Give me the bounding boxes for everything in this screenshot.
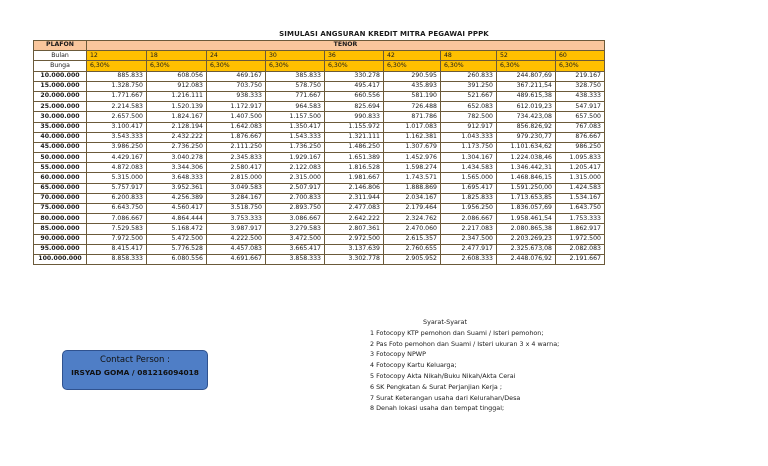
installment-cell: 2.128.194	[147, 122, 207, 132]
installment-cell: 1.743.571	[384, 173, 441, 183]
plafon-cell: 50.000.000	[34, 153, 87, 163]
interest-rate-cell: 6,30%	[147, 61, 207, 71]
installment-cell: 4.256.389	[147, 193, 207, 203]
plafon-cell: 70.000.000	[34, 193, 87, 203]
tenor-month-cell: 30	[266, 51, 325, 61]
installment-cell: 1.591.250,00	[497, 183, 556, 193]
installment-cell: 3.279.583	[266, 224, 325, 234]
tenor-month-cell: 52	[497, 51, 556, 61]
installment-cell: 1.816.528	[325, 163, 384, 173]
installment-cell: 1.543.333	[266, 132, 325, 142]
tenor-month-cell: 60	[556, 51, 605, 61]
installment-cell: 2.448.076,92	[497, 254, 556, 264]
installment-cell: 4.691.667	[207, 254, 266, 264]
installment-cell: 612.019,23	[497, 102, 556, 112]
installment-cell: 1.753.333	[556, 214, 605, 224]
plafon-cell: 10.000.000	[34, 71, 87, 81]
installment-cell: 1.452.976	[384, 153, 441, 163]
interest-rate-cell: 6,30%	[384, 61, 441, 71]
requirement-item: 4 Fotocopy Kartu Keluarga;	[370, 361, 457, 370]
table-row	[34, 91, 605, 101]
installment-cell: 2.477.083	[325, 204, 384, 214]
installment-cell: 1.350.417	[266, 122, 325, 132]
interest-rate-row	[34, 61, 605, 71]
installment-cell: 986.250	[556, 142, 605, 152]
installment-cell: 2.324.762	[384, 214, 441, 224]
installment-cell: 2.815.000	[207, 173, 266, 183]
plafon-cell: 85.000.000	[34, 224, 87, 234]
installment-cell: 3.952.361	[147, 183, 207, 193]
requirement-item: 5 Fotocopy Akta Nikah/Buku Nikah/Akta Cerai	[370, 371, 516, 380]
installment-cell: 260.833	[441, 71, 497, 81]
installment-cell: 5.472.500	[147, 234, 207, 244]
installment-cell: 2.325.673,08	[497, 244, 556, 254]
installment-cell: 871.786	[384, 112, 441, 122]
installment-cell: 1.205.417	[556, 163, 605, 173]
tenor-month-cell: 36	[325, 51, 384, 61]
installment-cell: 1.598.274	[384, 163, 441, 173]
installment-cell: 2.580.417	[207, 163, 266, 173]
installment-cell: 1.434.583	[441, 163, 497, 173]
installment-cell: 5.168.472	[147, 224, 207, 234]
installment-cell: 652.083	[441, 102, 497, 112]
installment-cell: 4.872.083	[87, 163, 147, 173]
installment-cell: 8.858.333	[87, 254, 147, 264]
installment-cell: 876.667	[556, 132, 605, 142]
installment-cell: 581.190	[384, 91, 441, 101]
installment-cell: 2.146.806	[325, 183, 384, 193]
installment-cell: 2.179.464	[384, 204, 441, 214]
installment-cell: 469.167	[207, 71, 266, 81]
installment-cell: 328.750	[556, 81, 605, 91]
installment-cell: 1.956.250	[441, 204, 497, 214]
installment-cell: 2.893.750	[266, 204, 325, 214]
table-row	[34, 142, 605, 152]
installment-cell: 2.736.250	[147, 142, 207, 152]
contact-person-box	[62, 350, 208, 390]
installment-cell: 3.858.333	[266, 254, 325, 264]
installment-cell: 1.981.667	[325, 173, 384, 183]
installment-cell: 825.694	[325, 102, 384, 112]
tenor-month-cell: 48	[441, 51, 497, 61]
interest-rate-cell: 6,30%	[441, 61, 497, 71]
installment-cell: 2.615.357	[384, 234, 441, 244]
installment-cell: 2.507.917	[266, 183, 325, 193]
table-row	[34, 183, 605, 193]
plafon-cell: 90.000.000	[34, 234, 87, 244]
installment-cell: 1.315.000	[556, 173, 605, 183]
installment-cell: 782.500	[441, 112, 497, 122]
installment-cell: 856.826,92	[497, 122, 556, 132]
installment-cell: 1.642.083	[207, 122, 266, 132]
tenor-month-cell: 24	[207, 51, 266, 61]
installment-cell: 1.876.667	[207, 132, 266, 142]
installment-cell: 1.307.679	[384, 142, 441, 152]
bulan-label: Bulan	[34, 51, 87, 61]
installment-cell: 495.417	[325, 81, 384, 91]
installment-cell: 2.082.083	[556, 244, 605, 254]
installment-cell: 1.157.500	[266, 112, 325, 122]
installment-cell: 3.344.306	[147, 163, 207, 173]
plafon-cell: 75.000.000	[34, 204, 87, 214]
installment-cell: 2.432.222	[147, 132, 207, 142]
requirement-item: 1 Fotocopy KTP pemohon dan Suami / Isteri pemohon;	[370, 328, 544, 337]
installment-cell: 1.929.167	[266, 153, 325, 163]
installment-cell: 489.615,38	[497, 91, 556, 101]
installment-cell: 1.155.972	[325, 122, 384, 132]
installment-cell: 3.040.278	[147, 153, 207, 163]
installment-cell: 3.986.250	[87, 142, 147, 152]
installment-cell: 8.415.417	[87, 244, 147, 254]
installment-cell: 1.565.000	[441, 173, 497, 183]
installment-cell: 912.083	[147, 81, 207, 91]
plafon-cell: 25.000.000	[34, 102, 87, 112]
table-row	[34, 234, 605, 244]
installment-cell: 367.211,54	[497, 81, 556, 91]
installment-cell: 6.643.750	[87, 204, 147, 214]
installment-cell: 521.667	[441, 91, 497, 101]
installment-cell: 4.560.417	[147, 204, 207, 214]
installment-cell: 1.224.038,46	[497, 153, 556, 163]
installment-cell: 1.862.917	[556, 224, 605, 234]
installment-cell: 1.017.083	[384, 122, 441, 132]
plafon-cell: 80.000.000	[34, 214, 87, 224]
installment-cell: 734.423,08	[497, 112, 556, 122]
installment-cell: 1.695.417	[441, 183, 497, 193]
installment-cell: 2.905.952	[384, 254, 441, 264]
plafon-cell: 45.000.000	[34, 142, 87, 152]
installment-cell: 2.191.667	[556, 254, 605, 264]
table-row	[34, 81, 605, 91]
installment-cell: 2.203.269,23	[497, 234, 556, 244]
installment-cell: 1.043.333	[441, 132, 497, 142]
header-row	[34, 41, 605, 51]
installment-cell: 1.520.139	[147, 102, 207, 112]
installment-cell: 3.284.167	[207, 193, 266, 203]
installment-cell: 1.468.846,15	[497, 173, 556, 183]
installment-cell: 2.347.500	[441, 234, 497, 244]
installment-cell: 435.893	[384, 81, 441, 91]
tenor-month-cell: 42	[384, 51, 441, 61]
installment-cell: 4.457.083	[207, 244, 266, 254]
installment-cell: 1.713.653,85	[497, 193, 556, 203]
table-row	[34, 163, 605, 173]
installment-cell: 578.750	[266, 81, 325, 91]
installment-cell: 1.736.250	[266, 142, 325, 152]
contact-label: Contact Person :	[100, 355, 170, 365]
installment-cell: 7.086.667	[87, 214, 147, 224]
installment-cell: 2.034.167	[384, 193, 441, 203]
installment-cell: 3.665.417	[266, 244, 325, 254]
table-row	[34, 193, 605, 203]
interest-rate-cell: 6,30%	[497, 61, 556, 71]
installment-cell: 2.807.361	[325, 224, 384, 234]
table-row	[34, 71, 605, 81]
requirements-heading: Syarat-Syarat	[423, 318, 467, 326]
installment-cell: 938.333	[207, 91, 266, 101]
plafon-cell: 20.000.000	[34, 91, 87, 101]
contact-value: IRSYAD GOMA / 081216094018	[71, 368, 199, 377]
installment-cell: 6.200.833	[87, 193, 147, 203]
installment-cell: 1.958.461,54	[497, 214, 556, 224]
installment-cell: 6.080.556	[147, 254, 207, 264]
installment-cell: 608.056	[147, 71, 207, 81]
installment-cell: 1.321.111	[325, 132, 384, 142]
installment-cell: 1.888.869	[384, 183, 441, 193]
table-row	[34, 112, 605, 122]
installment-cell: 1.172.917	[207, 102, 266, 112]
installment-cell: 2.700.833	[266, 193, 325, 203]
installment-cell: 3.049.583	[207, 183, 266, 193]
plafon-cell: 35.000.000	[34, 122, 87, 132]
installment-cell: 3.518.750	[207, 204, 266, 214]
bunga-label: Bunga	[34, 61, 87, 71]
installment-cell: 2.214.583	[87, 102, 147, 112]
table-row	[34, 153, 605, 163]
installment-cell: 7.529.583	[87, 224, 147, 234]
installment-cell: 2.122.083	[266, 163, 325, 173]
installment-cell: 2.642.222	[325, 214, 384, 224]
installment-cell: 3.100.417	[87, 122, 147, 132]
interest-rate-cell: 6,30%	[325, 61, 384, 71]
requirements-list	[370, 317, 630, 414]
document-title: SIMULASI ANGSURAN KREDIT MITRA PEGAWAI PPPK	[279, 30, 489, 38]
installment-cell: 3.086.667	[266, 214, 325, 224]
installment-cell: 964.583	[266, 102, 325, 112]
installment-cell: 885.833	[87, 71, 147, 81]
installment-cell: 2.311.944	[325, 193, 384, 203]
table-row	[34, 254, 605, 264]
tenor-month-cell: 12	[87, 51, 147, 61]
installment-cell: 660.556	[325, 91, 384, 101]
installment-cell: 1.407.500	[207, 112, 266, 122]
installment-cell: 1.216.111	[147, 91, 207, 101]
installment-cell: 4.864.444	[147, 214, 207, 224]
requirement-item: 7 Surat Keterangan usaha dari Kelurahan/Desa	[370, 393, 521, 402]
installment-cell: 438.333	[556, 91, 605, 101]
table-row	[34, 132, 605, 142]
installment-cell: 330.278	[325, 71, 384, 81]
tenor-month-cell: 18	[147, 51, 207, 61]
interest-rate-cell: 6,30%	[556, 61, 605, 71]
installment-cell: 1.651.389	[325, 153, 384, 163]
installment-cell: 1.534.167	[556, 193, 605, 203]
installment-cell: 2.470.060	[384, 224, 441, 234]
installment-cell: 767.083	[556, 122, 605, 132]
installment-cell: 2.345.833	[207, 153, 266, 163]
installment-cell: 2.972.500	[325, 234, 384, 244]
installment-cell: 990.833	[325, 112, 384, 122]
installment-cell: 3.137.639	[325, 244, 384, 254]
tenor-months-row	[34, 51, 605, 61]
requirement-item: 6 SK Pengkatan & Surat Perjanjian Kerja ;	[370, 382, 503, 391]
table-row	[34, 204, 605, 214]
tenor-header: TENOR	[87, 41, 605, 51]
installment-cell: 4.429.167	[87, 153, 147, 163]
installment-cell: 1.824.167	[147, 112, 207, 122]
installment-cell: 1.173.750	[441, 142, 497, 152]
installment-cell: 2.315.000	[266, 173, 325, 183]
installment-cell: 7.972.500	[87, 234, 147, 244]
installment-cell: 1.972.500	[556, 234, 605, 244]
plafon-cell: 65.000.000	[34, 183, 87, 193]
installment-cell: 771.667	[266, 91, 325, 101]
plafon-cell: 95.000.000	[34, 244, 87, 254]
plafon-cell: 55.000.000	[34, 163, 87, 173]
interest-rate-cell: 6,30%	[207, 61, 266, 71]
installment-cell: 4.222.500	[207, 234, 266, 244]
plafon-header: PLAFON	[34, 41, 87, 51]
installment-cell: 2.111.250	[207, 142, 266, 152]
installment-cell: 1.836.057,69	[497, 204, 556, 214]
interest-rate-cell: 6,30%	[266, 61, 325, 71]
plafon-cell: 60.000.000	[34, 173, 87, 183]
table-row	[34, 224, 605, 234]
installment-cell: 1.328.750	[87, 81, 147, 91]
plafon-cell: 30.000.000	[34, 112, 87, 122]
table-row	[34, 102, 605, 112]
requirement-item: 2 Pas Foto pemohon dan Suami / Isteri ukuran 3 x 4 warna;	[370, 339, 560, 348]
installment-cell: 2.760.655	[384, 244, 441, 254]
installment-cell: 1.486.250	[325, 142, 384, 152]
table-row	[34, 173, 605, 183]
installment-cell: 391.250	[441, 81, 497, 91]
installment-cell: 2.217.083	[441, 224, 497, 234]
installment-cell: 3.543.333	[87, 132, 147, 142]
installment-cell: 1.304.167	[441, 153, 497, 163]
table-row	[34, 244, 605, 254]
installment-cell: 1.643.750	[556, 204, 605, 214]
installment-cell: 3.987.917	[207, 224, 266, 234]
installment-cell: 657.500	[556, 112, 605, 122]
installment-cell: 912.917	[441, 122, 497, 132]
table-row	[34, 214, 605, 224]
installment-cell: 703.750	[207, 81, 266, 91]
installment-cell: 1.771.667	[87, 91, 147, 101]
installment-cell: 3.648.333	[147, 173, 207, 183]
installment-cell: 5.315.000	[87, 173, 147, 183]
interest-rate-cell: 6,30%	[87, 61, 147, 71]
installment-cell: 726.488	[384, 102, 441, 112]
installment-cell: 547.917	[556, 102, 605, 112]
requirement-item: 3 Fotocopy NPWP	[370, 350, 426, 359]
installment-cell: 5.757.917	[87, 183, 147, 193]
installment-cell: 244.807,69	[497, 71, 556, 81]
requirement-item: 8 Denah lokasi usaha dan tempat tinggal;	[370, 404, 505, 413]
installment-table	[33, 40, 605, 265]
installment-cell: 5.776.528	[147, 244, 207, 254]
installment-cell: 385.833	[266, 71, 325, 81]
installment-cell: 2.657.500	[87, 112, 147, 122]
installment-cell: 1.162.381	[384, 132, 441, 142]
installment-cell: 1.825.833	[441, 193, 497, 203]
installment-cell: 1.424.583	[556, 183, 605, 193]
installment-cell: 1.095.833	[556, 153, 605, 163]
installment-cell: 1.346.442,31	[497, 163, 556, 173]
installment-cell: 2.080.865,38	[497, 224, 556, 234]
installment-cell: 2.086.667	[441, 214, 497, 224]
installment-cell: 979.230,77	[497, 132, 556, 142]
installment-cell: 3.472.500	[266, 234, 325, 244]
plafon-cell: 40.000.000	[34, 132, 87, 142]
plafon-cell: 15.000.000	[34, 81, 87, 91]
installment-cell: 3.753.333	[207, 214, 266, 224]
installment-cell: 290.595	[384, 71, 441, 81]
installment-cell: 219.167	[556, 71, 605, 81]
installment-cell: 2.477.917	[441, 244, 497, 254]
table-row	[34, 122, 605, 132]
installment-cell: 3.302.778	[325, 254, 384, 264]
plafon-cell: 100.000.000	[34, 254, 87, 264]
installment-cell: 1.101.634,62	[497, 142, 556, 152]
installment-cell: 2.608.333	[441, 254, 497, 264]
